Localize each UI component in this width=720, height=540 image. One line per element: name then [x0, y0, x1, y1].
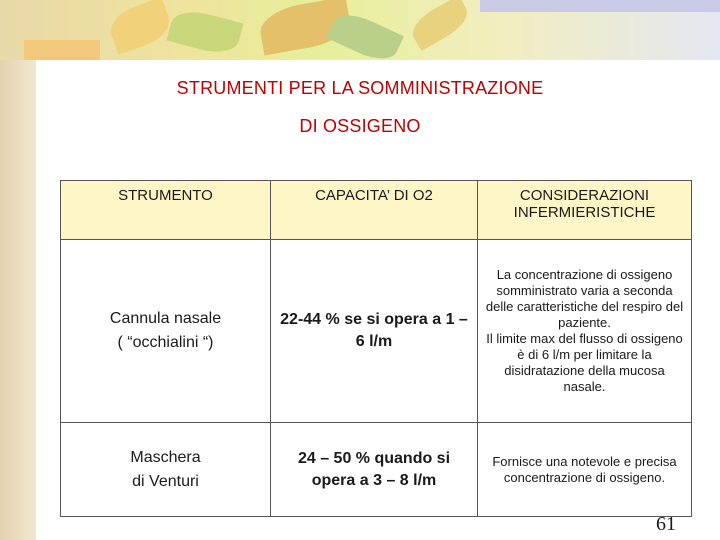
page-number: 61: [656, 513, 676, 535]
cell-strumento: [61, 423, 271, 517]
considerazioni-paragraph: Il limite max del flusso di ossigeno è di 6 l/m per limitare la disidratazione della mucosa nasale.: [486, 331, 683, 394]
title-line-2: DI OSSIGENO: [299, 116, 421, 136]
oxygen-devices-table: [60, 180, 692, 517]
title-line-1: STRUMENTI PER LA SOMMINISTRAZIONE: [176, 78, 544, 98]
cell-capacita: 22-44 % se si opera a 1 – 6 l/m: [271, 240, 478, 423]
table-header-row: [61, 181, 692, 240]
header-considerazioni: CONSIDERAZIONI INFERMIERISTICHE: [478, 181, 692, 240]
cell-considerazioni: [478, 240, 692, 423]
table-row: [61, 240, 692, 423]
cell-capacita: 24 – 50 % quando si opera a 3 – 8 l/m: [271, 423, 478, 517]
strumento-line: di Venturi: [132, 472, 199, 490]
considerazioni-paragraph: La concentrazione di ossigeno somministrato varia a seconda delle caratteristiche del respiro del paziente.: [485, 267, 684, 330]
header-strumento: STRUMENTO: [61, 181, 271, 240]
header-capacita: CAPACITA’ DI O2: [271, 181, 478, 240]
lavender-strip: [480, 0, 720, 12]
cell-considerazioni: [478, 423, 692, 517]
strumento-line: ( “occhialini “): [117, 334, 214, 351]
considerazioni-paragraph: Fornisce una notevole e precisa concentrazione di ossigeno.: [492, 453, 677, 485]
strumento-line: Cannula nasale: [109, 310, 222, 327]
orange-accent-bar: [24, 40, 100, 60]
cell-strumento: [61, 240, 271, 423]
strumento-line: Maschera: [130, 448, 201, 466]
table-row: [61, 423, 692, 517]
